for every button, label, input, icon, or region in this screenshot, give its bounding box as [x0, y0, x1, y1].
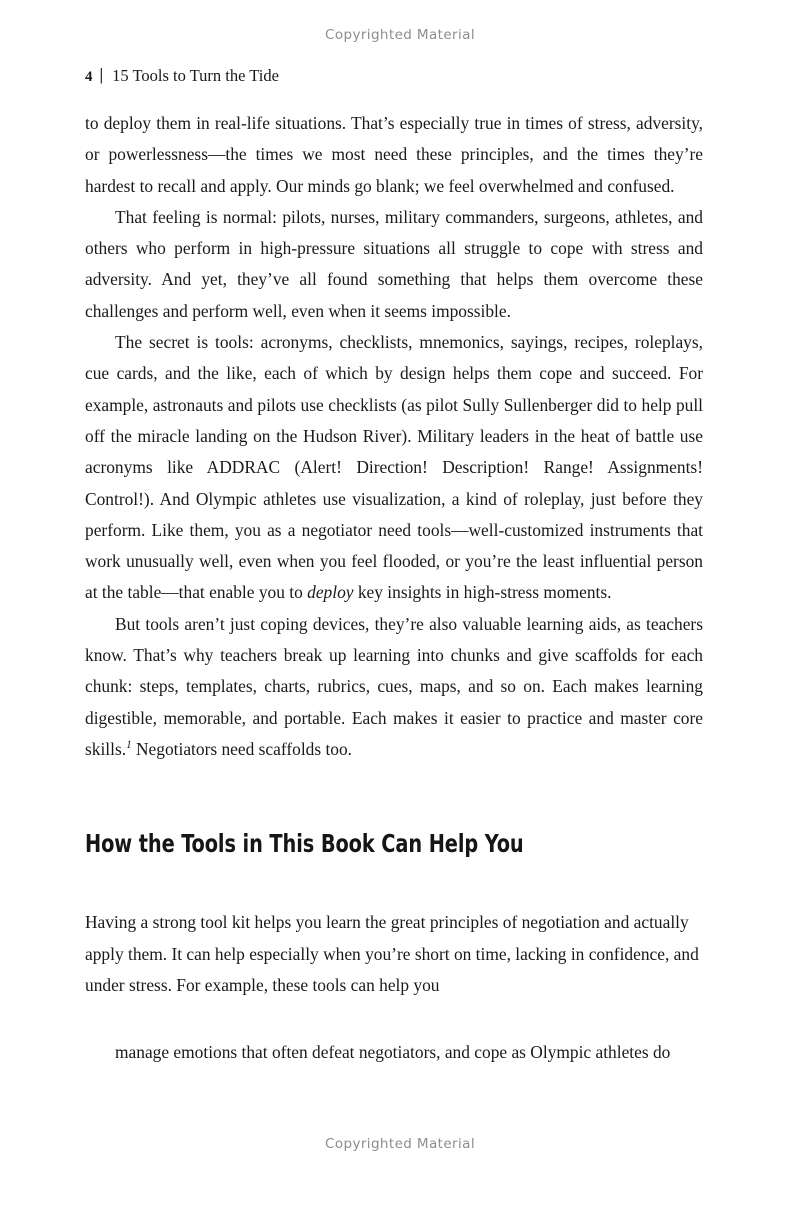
page-title: How the Tools in This Book Can Help You: [85, 829, 524, 859]
emphasis-deploy: deploy: [307, 582, 354, 603]
paragraph-4-lead: But tools aren’t just coping devices, they’re also valuable learning aids, as teachers know. That’s why teachers break up learning into chunks and give scaffolds for each chunk: steps, templates, charts, rubrics, cues, maps, and so on. Each makes learning digestible, memorable, and portable. Each makes it easier to practice and master core skills.: [85, 613, 703, 759]
extract-list: [115, 1037, 675, 1068]
running-head-separator: |: [99, 65, 104, 84]
paragraph-3: [85, 327, 703, 609]
paragraph-2: That feeling is normal: pilots, nurses, military commanders, surgeons, athletes, and others who perform in high-pressure situations all struggle to cope with stress and adversity. And yet, they’ve all found something that helps them overcome these challenges and perform well, even when it seems impossible.: [85, 206, 703, 321]
paragraph-4-tail: Negotiators need scaffolds too.: [131, 738, 353, 759]
text-column: [85, 108, 703, 1068]
copyright-watermark-bottom: Copyrighted Material: [325, 1136, 475, 1152]
paragraph-3-tail: key insights in high-stress moments.: [353, 582, 612, 603]
running-head: [85, 66, 279, 86]
list-item: manage emotions that often defeat negotiators, and cope as Olympic athletes do: [115, 1042, 671, 1063]
paragraph-4: [85, 609, 703, 765]
footnote-marker: 1: [126, 739, 132, 752]
paragraph-3-lead: The secret is tools: acronyms, checklists, mnemonics, sayings, recipes, roleplays, cue cards, and the like, each of which by design helps them cope and succeed. For example, astronauts and pilots use checklists (as pilot Sully Sullenberger did to help pull off the miracle landing on the Hudson River). Military leaders in the heat of battle use acronyms like ADDRAC (Alert! Direction! Description! Range! Assignments! Control!). And Olympic athletes use visualization, a kind of roleplay, just before they perform. Like them, you as a negotiator need tools—well-customized instruments that work unusually well, even when you feel flooded, or you’re the least influential person at the table—that enable you to: [85, 332, 703, 603]
paragraph-1: to deploy them in real-life situations. That’s especially true in times of stress, adversity, or powerlessness—the times we most need these principles, and the times they’re hardest to recall and apply. Our minds go blank; we feel overwhelmed and confused.: [85, 113, 703, 196]
page-number: 4: [85, 69, 93, 85]
section-intro-paragraph: Having a strong tool kit helps you learn the great principles of negotiation and actually apply them. It can help especially when you’re short on time, lacking in confidence, and under stress. For example, these tools can help you: [85, 912, 699, 995]
running-head-title: 15 Tools to Turn the Tide: [112, 66, 279, 85]
section-heading-block: [85, 829, 703, 859]
copyright-watermark-top: Copyrighted Material: [325, 27, 475, 43]
